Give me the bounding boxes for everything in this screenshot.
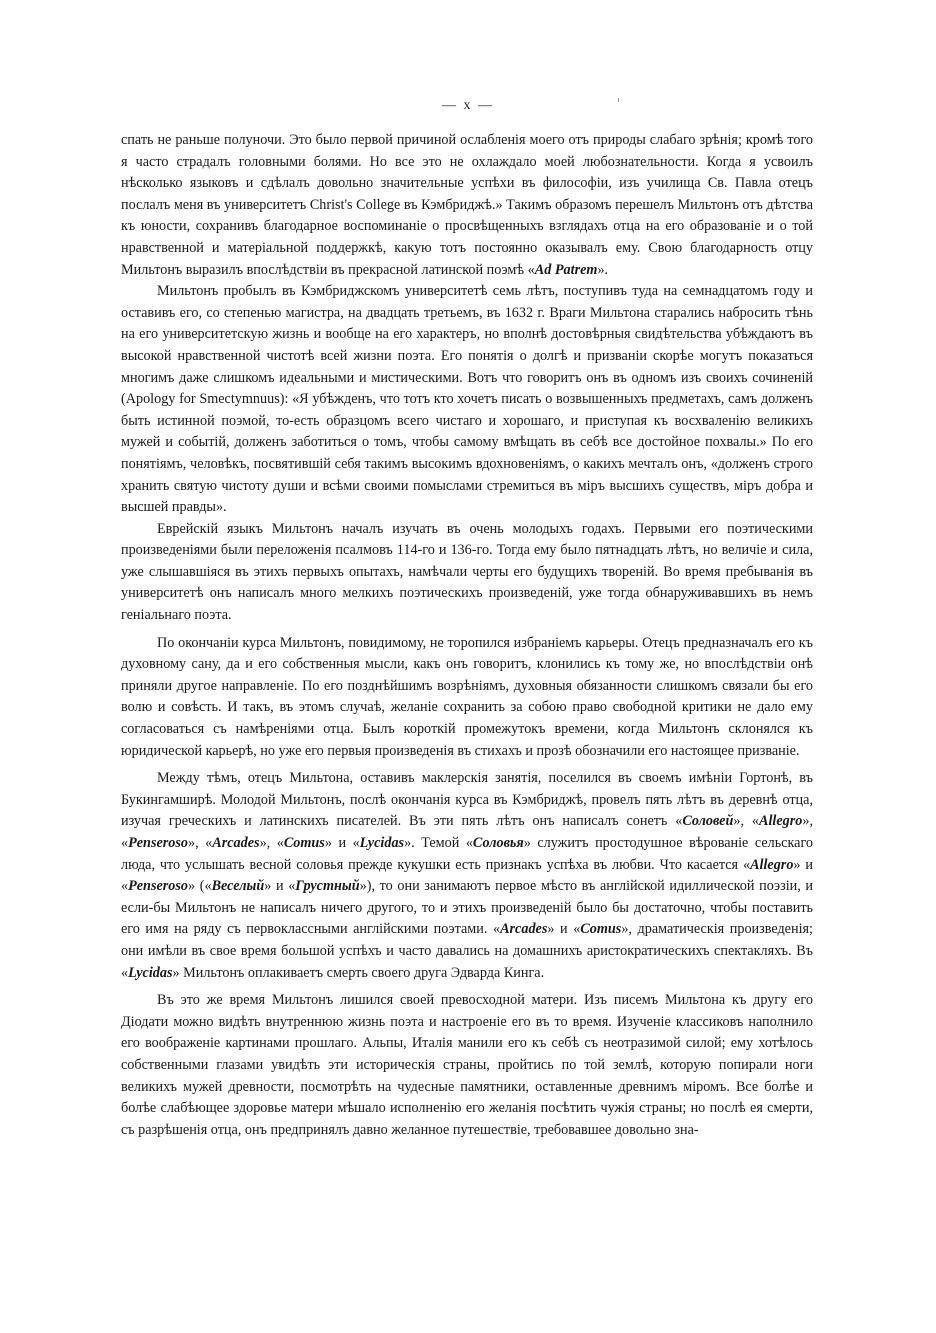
text-run: », «: [259, 835, 284, 851]
text-run: » («: [188, 878, 212, 895]
text-run: Между тѣмъ, отецъ Мильтона, оставивъ маклерскія занятія, поселился въ своемъ имѣніи Гортонѣ, въ Букингамширѣ. Молодой Мильтонъ, послѣ окончанія курса въ Кэмбриджѣ, провелъ пять лѣтъ въ деревнѣ отца, изучая греческихъ и латинскихъ писателей. Въ эти пять лѣтъ онъ написалъ сонетъ «: [121, 770, 813, 830]
italic-title: Comus: [580, 921, 622, 938]
paragraph: [121, 281, 813, 519]
italic-title: Грустный: [295, 878, 360, 895]
text-run: Еврейскій языкъ Мильтонъ началъ изучать въ очень молодыхъ годахъ. Первыми его поэтическими произведеніями были переложенія псалмовъ 114-го и 136-го. Тогда ему было пятнадцать лѣтъ, но величіе и сила, уже слышавшіяся въ этихъ первыхъ опытахъ, намѣчали черты его будущихъ твореній. Во время пребыванія въ университетѣ онъ написалъ много мелкихъ поэтическихъ произведеній, уже тогда обнаруживавшихъ въ немъ геніальнаго поэта.: [121, 520, 813, 624]
text-run: »), то они занимаютъ первое мѣсто въ англійской идиллической поэзіи, и если-бы Мильтонъ не написалъ ничего другого, то и этихъ произведеній было бы достаточно, чтобы поставить его имя на ряду съ первоклассными англійскими поэтами. «: [121, 878, 814, 938]
page-number: — x —: [442, 98, 494, 113]
body-text: [121, 130, 813, 1141]
text-run: По окончаніи курса Мильтонъ, повидимому, не торопился избраніемъ карьеры. Отецъ предназначалъ его къ духовному сану, да и его собственныя мысли, какъ онъ говоритъ, клонились къ тому же, но впослѣдствіи онѣ приняли другое направленіе. По его позднѣйшимъ возрѣніямъ, духовныя обязанности слишкомъ связали бы его волю и совѣсть. И такъ, въ этомъ случаѣ, желаніе сохранить за собою право свободной критики не дало ему согласоваться съ намѣреніями отца. Былъ короткій промежутокъ времени, когда Мильтонъ склонялся къ юридической карьерѣ, но уже его первыя произведенія въ стихахъ и прозѣ обозначили его настоящее призваніе.: [121, 634, 813, 759]
italic-title: Lycidas: [359, 835, 405, 851]
paragraph: [121, 768, 813, 984]
italic-title: Penseroso: [128, 835, 188, 851]
paragraph: [121, 519, 813, 627]
paragraph: [121, 633, 813, 763]
text-run: ».: [597, 261, 609, 278]
text-run: ». Темой «: [404, 835, 473, 851]
italic-title: Allegro: [759, 813, 803, 830]
italic-title: Веселый: [211, 878, 265, 895]
text-run: » служитъ простодушное вѣрованіе сельскаго люда, что услышать весной соловья прежде кукушки есть признакъ успѣха въ любви. Что касается «: [121, 835, 814, 873]
italic-title: Penseroso: [128, 878, 188, 895]
italic-title: Соловья: [472, 835, 524, 851]
text-run: » и «: [547, 921, 581, 938]
text-run: », драматическія произведенія; они имѣли въ свое время большой успѣхъ и часто давались на домашнихъ аристократическихъ спектакляхъ. Въ «: [121, 921, 813, 981]
text-run: спать не раньше полуночи. Это было первой причиной ослабленія моего отъ природы слабаго зрѣнія; кромѣ того я часто страдалъ головными болями. Но все это не охлаждало моей любознательности. Когда я усвоилъ нѣсколько языковъ и сдѣлалъ довольно значительные успѣхи въ философіи, изъ училища Св. Павла отецъ послалъ меня въ университетъ Christ's College въ Кэмбриджѣ.» Такимъ образомъ перешелъ Мильтонъ отъ дѣтства къ юности, сохранивъ благодарное воспоминаніе о просвѣщенныхъ взглядахъ отца на его образованіе и о той нравственной и матеріальной поддержкѣ, какую тотъ постоянно оказывалъ ему. Свою благодарность отцу Мильтонъ выразилъ впослѣдствіи въ прекрасной латинской поэмѣ «: [121, 132, 813, 278]
text-run: » и «: [324, 835, 360, 851]
italic-title: Ad Patrem: [534, 261, 598, 278]
text-run: » и «: [121, 856, 813, 895]
text-run: », «: [733, 813, 759, 830]
italic-title: Соловей: [682, 813, 734, 830]
print-speck: [618, 98, 619, 102]
italic-title: Lycidas: [128, 964, 173, 981]
italic-title: Arcades: [212, 835, 260, 851]
paragraph: [121, 990, 813, 1141]
text-run: » и «: [264, 878, 296, 895]
text-run: Мильтонъ пробылъ въ Кэмбриджскомъ университетѣ семь лѣтъ, поступивъ туда на семнадцатомъ году и оставивъ его, со степенью магистра, на двадцать третьемъ, въ 1632 г. Враги Мильтона старались набросить тѣнь на его университетскую жизнь и вообще на его характеръ, но вполнѣ достовѣрныя свидѣтельства убѣждаютъ въ высокой нравственной чистотѣ всей жизни поэта. Его понятія о долгѣ и призваніи скорѣе могутъ показаться многимъ даже слишкомъ идеальными и мистическими. Вотъ что говоритъ онъ въ одномъ изъ своихъ сочиненій (Apology for Smectymnuus): «Я убѣжденъ, что тотъ кто хочетъ писать о возвышенныхъ предметахъ, самъ долженъ быть истинной поэмой, то-есть образцомъ всего чистаго и хорошаго, и приступая къ восхваленію великихъ мужей и событій, долженъ заботиться о томъ, чтобы самому вмѣщать въ себѣ все достойное похвалы.» По его понятіямъ, человѣкъ, посвятившій себя такимъ высокимъ вдохновеніямъ, о какихъ мечталъ онъ, «долженъ строго хранить святую чистоту души и всѣми своими помыслами стремиться въ міръ высшихъ существъ, міръ добра и высшей правды».: [121, 283, 813, 516]
text-run: Въ это же время Мильтонъ лишился своей превосходной матери. Изъ писемъ Мильтона къ другу его Діодати можно видѣть внутреннюю жизнь поэта и настроеніе его въ то время. Изученіе классиковъ наполнило его воображеніе картинами прошлаго. Альпы, Италія манили его къ себѣ съ неотразимой силой; ему хотѣлось собственными глазами увидѣть эти историческія страны, пройтись по той землѣ, которую попирали ноги великихъ мужей древности, посмотрѣть на чудесные памятники, оставленные древнимъ міромъ. Все болѣе и болѣе слабѣющее здоровье матери мѣшало исполненію его желанія посѣтить чужія страны; но послѣ ея смерти, съ разрѣшенія отца, онъ предпринялъ давно желанное путешествіе, требовавшее довольно зна-: [121, 992, 813, 1138]
italic-title: Arcades: [500, 921, 548, 938]
italic-title: Comus: [283, 835, 325, 851]
text-run: », «: [121, 813, 813, 851]
text-run: », «: [188, 835, 213, 851]
italic-title: Allegro: [750, 856, 794, 873]
paragraph: [121, 130, 813, 281]
text-run: » Мильтонъ оплакиваетъ смерть своего друга Эдварда Кинга.: [172, 964, 545, 981]
